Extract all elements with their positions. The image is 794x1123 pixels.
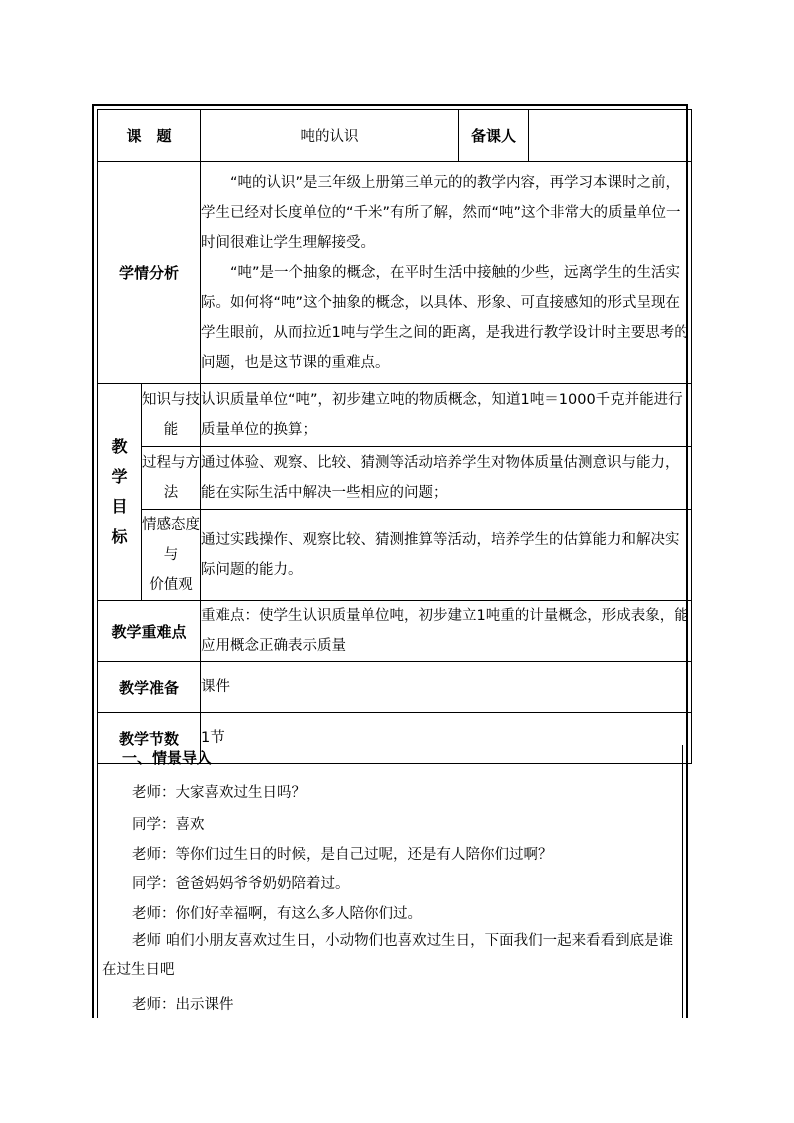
dialogue-line: 老师：大家喜欢过生日吗？ <box>132 785 306 801</box>
dialogue-line: 同学：爸爸妈妈爷爷奶奶陪着过。 <box>132 876 350 892</box>
goals-label-char: 学 <box>111 467 128 486</box>
goals-label-char: 教 <box>111 437 128 456</box>
goal-process-label: 过程与方法 <box>142 447 201 510</box>
goal-knowledge-text: 认识质量单位“吨”，初步建立吨的物质概念，知道1吨＝1000千克并能进行质量单位的换算； <box>201 384 692 447</box>
preparer-value <box>529 110 692 162</box>
preparation-label: 教学准备 <box>98 662 201 713</box>
analysis-paragraph-2: “吨”是一个抽象的概念，在平时生活中接触的少些，远离学生的生活实际。如何将“吨”这个抽象的概念，以具体、形象、可直接感知的形式呈现在学生眼前，从而拉近1吨与学生之间的距离，是我进行教学设计时主要思考的问题，也是这节课的重难点。 <box>201 264 689 371</box>
goals-label <box>98 384 142 601</box>
goal-knowledge-label: 知识与技能 <box>142 384 201 447</box>
key-points-label: 教学重难点 <box>98 601 201 662</box>
preparer-label: 备课人 <box>459 110 529 162</box>
section-heading: 一、情景导入 <box>122 749 213 767</box>
topic-label: 课 题 <box>98 110 201 162</box>
periods-value: 1节 <box>201 713 692 764</box>
goal-attitude-text: 通过实践操作、观察比较、猜测推算等活动，培养学生的估算能力和解决实际问题的能力。 <box>201 510 692 601</box>
preparation-value: 课件 <box>201 662 692 713</box>
analysis-label: 学情分析 <box>98 162 201 384</box>
key-points-text: 重难点：使学生认识质量单位吨，初步建立1吨重的计量概念，形成表象，能应用概念正确表示质量 <box>201 601 692 662</box>
topic-value: 吨的认识 <box>201 110 459 162</box>
dialogue-line: 老师：出示课件 <box>132 997 234 1013</box>
analysis-content <box>201 162 692 384</box>
periods-label: 教学节数 <box>98 713 201 764</box>
goal-attitude-label-line1: 情感态度与 <box>142 517 200 563</box>
dialogue-line: 老师：等你们过生日的时候，是自己过呢，还是有人陪你们过啊？ <box>132 847 553 863</box>
goal-attitude-label-line2: 价值观 <box>149 577 193 593</box>
goals-label-char: 标 <box>111 527 128 546</box>
goals-label-char: 目 <box>111 497 128 516</box>
analysis-paragraph-1: “吨的认识”是三年级上册第三单元的的教学内容，再学习本课时之前，学生已经对长度单位的“千米”有所了解，然而“吨”这个非常大的质量单位一时间很难让学生理解接受。 <box>201 174 681 251</box>
lesson-plan-table <box>97 109 692 764</box>
dialogue-line: 老师：你们好幸福啊，有这么多人陪你们过。 <box>132 906 422 922</box>
dialogue-line: 同学：喜欢 <box>132 817 205 833</box>
goal-attitude-label <box>142 510 201 601</box>
goal-process-text: 通过体验、观察、比较、猜测等活动培养学生对物体质量估测意识与能力，能在实际生活中解决一些相应的问题； <box>201 447 692 510</box>
lesson-process-section <box>97 745 683 1018</box>
lesson-plan-page <box>92 104 688 1018</box>
dialogue-line: 老师 咱们小朋友喜欢过生日，小动物们也喜欢过生日，下面我们一起来看看到底是谁在过生日吧 <box>102 933 674 978</box>
